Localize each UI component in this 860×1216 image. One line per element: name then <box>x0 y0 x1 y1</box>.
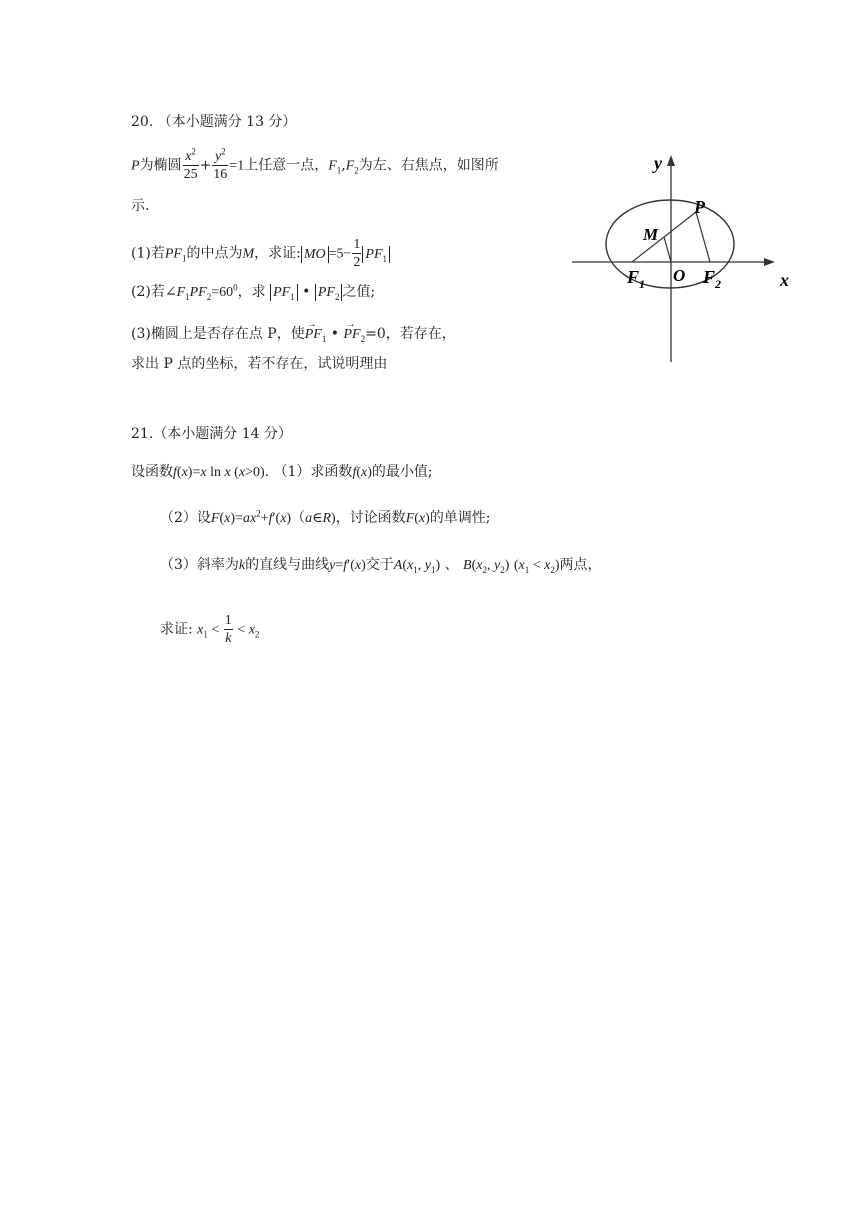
label-m: M <box>643 225 659 244</box>
problem-20-question-3-cont: 求出 P 点的坐标，若不存在，试说明理由 <box>131 356 388 372</box>
label-y: y <box>654 153 662 173</box>
label-x: x <box>780 270 789 290</box>
problem-21-header: 21.（本小题满分 14 分） <box>131 426 292 442</box>
segment-p-f2 <box>696 212 710 262</box>
problem-20-question-2: (2)若$\angle F_1PF_2=60^0$，求 $PF_1$ • $PF_2$ 之值; <box>131 282 376 302</box>
problem-21-part-2: （2）设$F(x)=ax^2+f'(x)(a\in R)$，讨论函数F(x)的单调性; <box>160 508 491 526</box>
ellipse-figure <box>570 150 800 365</box>
problem-20-intro: P为椭圆 $\frac{x^2}{25}$ + $\frac{y^2}{16}$ =1上任意一点，$F_1,F_2$为左、右焦点，如图所 <box>131 146 499 182</box>
problem-21-intro: 设函数f(x)=x ln x (x>0). （1）求函数f(x)的最小值; <box>131 464 433 480</box>
segment-m-o <box>664 237 671 262</box>
label-o: O <box>673 266 686 285</box>
problem-20-header: 20. （本小题满分 13 分） <box>131 114 297 130</box>
label-p: P <box>694 197 705 217</box>
y-axis-arrow-icon <box>667 155 675 166</box>
x-axis-arrow-icon <box>764 258 775 266</box>
problem-21-part-3: （3）斜率为k的直线与曲线y=f′(x)交于$A(x_1$, $y_1$) 、 $B(x_2$, $y_2$) $(x_1 < x_2)$两点， <box>160 557 602 575</box>
label-f1: $F_1$ <box>627 267 646 291</box>
problem-20-question-3: (3)椭圆上是否存在点 P，使→ $PF_1$ • → $PF_2=0$，若存在， <box>131 324 456 345</box>
label-f2: $F_2$ <box>703 267 722 291</box>
problem-20-question-1: (1)若$PF_1$的中点为M，求证: MO =5− $\frac{1}{2}$ $PF_1$ <box>131 236 390 271</box>
problem-20-intro-cont: 示. <box>131 198 150 214</box>
problem-21-proof: 求证: $x_1$ < $\frac{1}{k}$ < $x_2$ <box>160 613 260 646</box>
